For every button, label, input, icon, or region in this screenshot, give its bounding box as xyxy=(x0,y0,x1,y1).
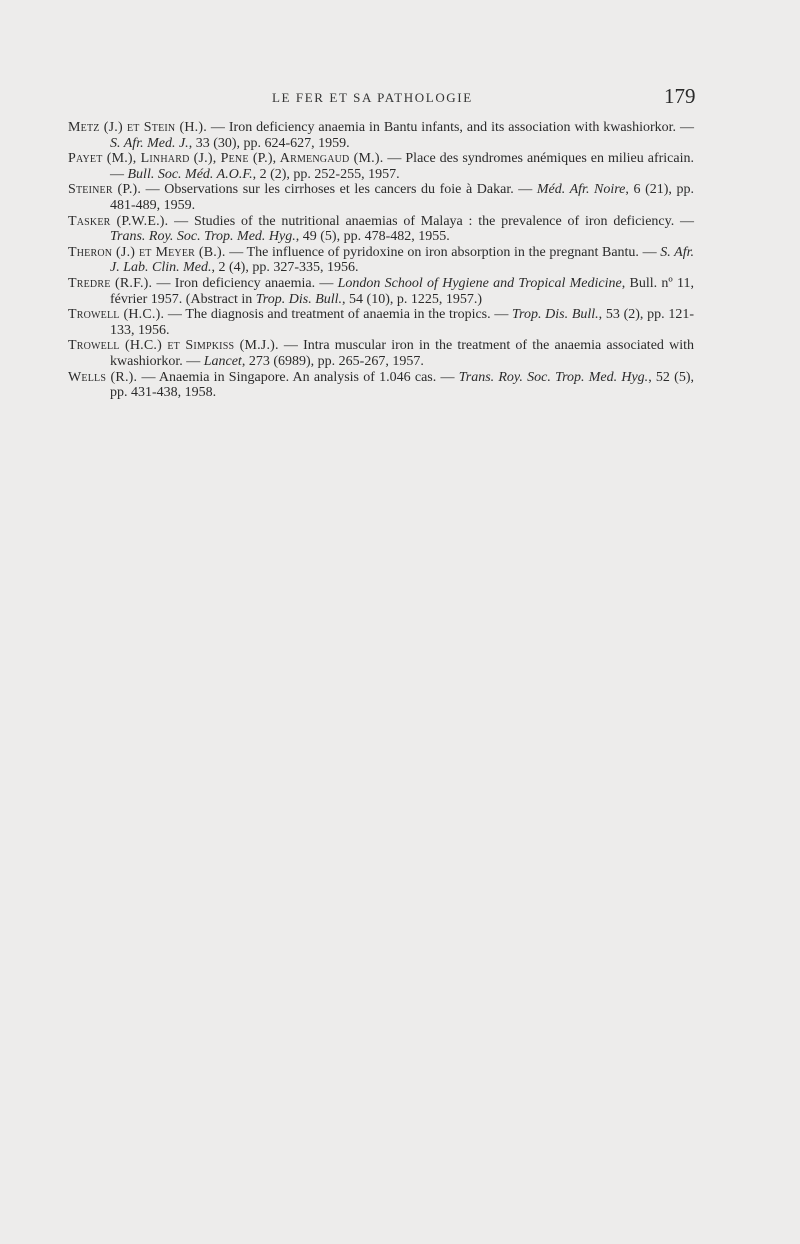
reference-details: , 6 (21), pp. 481-489, 1959. xyxy=(110,182,694,213)
reference-entry xyxy=(68,276,694,307)
reference-journal: Lancet xyxy=(203,353,242,369)
reference-journal-secondary: Trop. Dis. Bull. xyxy=(255,291,343,307)
reference-journal: Méd. Afr. Noire xyxy=(536,182,626,198)
reference-journal: Trans. Roy. Soc. Trop. Med. Hyg. xyxy=(110,229,296,245)
reference-entry xyxy=(68,214,694,245)
reference-title: — Studies of the nutritional anaemias of Malaya : the prevalence of iron deficiency. — xyxy=(168,213,694,229)
reference-author: Trowell (H.C.). xyxy=(68,307,165,323)
reference-entry xyxy=(68,307,694,338)
reference-details: , 2 (4), pp. 327-335, 1956. xyxy=(211,260,359,276)
reference-author: Steiner (P.). xyxy=(68,182,142,198)
page-number: 179 xyxy=(664,84,696,108)
reference-entry xyxy=(68,182,694,213)
reference-author: Metz (J.) et Stein (H.). xyxy=(68,120,207,135)
reference-details: , 49 (5), pp. 478-482, 1955. xyxy=(295,229,450,245)
reference-title: — Iron deficiency anaemia in Bantu infants, and its association with kwashiorkor. — xyxy=(206,120,694,135)
reference-entry xyxy=(68,120,694,151)
reference-entry xyxy=(68,370,694,401)
reference-entry xyxy=(68,245,694,276)
reference-title: — Place des syndromes anémiques en milieu africain. — xyxy=(110,151,694,182)
reference-entry xyxy=(68,338,694,369)
reference-details: , 33 (30), pp. 624-627, 1959. xyxy=(188,135,350,151)
reference-author: Wells (R.). xyxy=(68,369,138,385)
running-head: LE FER ET SA PATHOLOGIE xyxy=(272,90,473,105)
reference-title: — Intra muscular iron in the treatment of the anaemia associated with kwashiorkor. — xyxy=(110,338,694,369)
reference-details-secondary: , 54 (10), p. 1225, 1957.) xyxy=(342,291,483,307)
reference-details: , Bull. nº 11, février 1957. (Abstract in xyxy=(110,275,694,307)
reference-author: Payet (M.), Linhard (J.), Pene (P.), Armengaud (M.). xyxy=(68,151,384,167)
reference-journal: London School of Hygiene and Tropical Medicine xyxy=(337,275,622,291)
reference-title: — Anaemia in Singapore. An analysis of 1.046 cas. — xyxy=(137,369,459,385)
reference-title: — Observations sur les cirrhoses et les cancers du foie à Dakar. — xyxy=(141,182,537,198)
reference-journal: S. Afr. Med. J. xyxy=(110,135,189,151)
reference-details: , 2 (2), pp. 252-255, 1957. xyxy=(252,166,400,182)
reference-title: — The influence of pyridoxine on iron absorption in the pregnant Bantu. — xyxy=(225,244,661,260)
reference-author: Theron (J.) et Meyer (B.). xyxy=(68,244,226,260)
reference-author: Trowell (H.C.) et Simpkiss (M.J.). xyxy=(68,338,279,354)
reference-details: , 53 (2), pp. 121-133, 1956. xyxy=(110,307,694,338)
reference-title: — Iron deficiency anaemia. — xyxy=(152,275,338,291)
reference-journal: Trans. Roy. Soc. Trop. Med. Hyg. xyxy=(458,369,649,385)
reference-journal: Trop. Dis. Bull. xyxy=(512,307,599,323)
reference-author: Tasker (P.W.E.). xyxy=(68,213,169,229)
reference-journal: Bull. Soc. Méd. A.O.F. xyxy=(127,166,253,182)
reference-author: Tredre (R.F.). xyxy=(68,275,153,291)
reference-details: , 273 (6989), pp. 265-267, 1957. xyxy=(241,353,424,369)
reference-details: , 52 (5), pp. 431-438, 1958. xyxy=(110,369,694,401)
reference-journal: S. Afr. J. Lab. Clin. Med. xyxy=(110,244,695,276)
reference-entry xyxy=(68,151,694,182)
page-header xyxy=(0,84,800,112)
reference-title: — The diagnosis and treatment of anaemia in the tropics. — xyxy=(164,307,513,323)
reference-list xyxy=(68,120,694,401)
